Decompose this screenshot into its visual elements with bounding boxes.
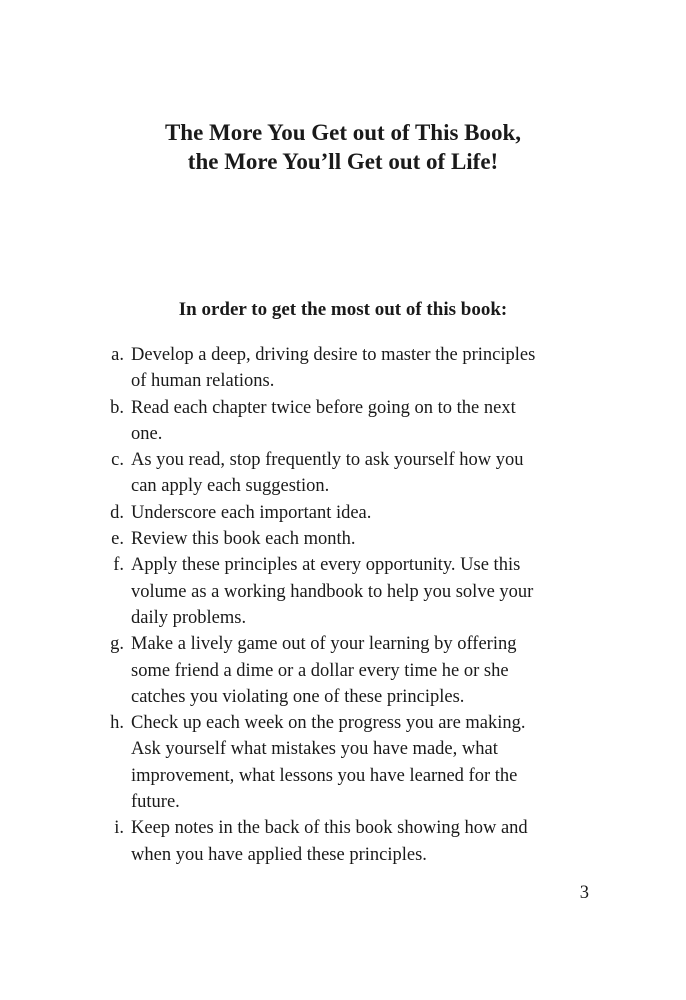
list-item — [94, 395, 564, 448]
list-item — [94, 500, 564, 526]
list-item-marker: d. — [110, 502, 124, 523]
list-item — [94, 342, 564, 395]
list-item-text-line: Review this book each month. — [131, 529, 356, 550]
list-item-text-line: can apply each suggestion. — [131, 476, 330, 497]
list-item-text-line: improvement, what lessons you have learned for the — [131, 765, 518, 786]
list-item — [94, 552, 564, 631]
list-item-marker: h. — [110, 713, 124, 734]
list-item-text-line: Check up each week on the progress you are making. — [131, 713, 526, 734]
list-item-text-line: Read each chapter twice before going on to the next — [131, 397, 516, 418]
list-item-marker: f. — [113, 555, 124, 576]
list-item-text-line: Make a lively game out of your learning by offering — [131, 634, 517, 655]
list-item-text-line: Apply these principles at every opportunity. Use this — [131, 555, 521, 576]
tips-list — [94, 342, 564, 868]
list-item-text-line: future. — [131, 792, 180, 813]
list-item-marker: e. — [111, 529, 124, 550]
list-item-text-line: one. — [131, 423, 163, 444]
list-item-marker: i. — [114, 818, 124, 839]
page-title-line-2: the More You’ll Get out of Life! — [187, 149, 499, 174]
page-number: 3 — [579, 883, 589, 903]
list-item-text-line: Keep notes in the back of this book showing how and — [131, 818, 528, 839]
list-item-text-line: As you read, stop frequently to ask yourself how you — [131, 450, 524, 471]
page-title-line-1: The More You Get out of This Book, — [164, 120, 522, 145]
list-item-text-line: some friend a dime or a dollar every time he or she — [131, 660, 509, 681]
list-item-marker: c. — [111, 450, 124, 471]
list-item — [94, 710, 564, 815]
list-item — [94, 631, 564, 710]
list-item-text-line: Develop a deep, driving desire to master the principles — [131, 345, 536, 365]
list-item-marker: g. — [110, 634, 124, 655]
section-subheading: In order to get the most out of this book: — [178, 299, 508, 320]
list-item — [94, 526, 564, 552]
list-item-marker: a. — [111, 345, 124, 365]
list-item-text-line: daily problems. — [131, 607, 247, 628]
list-item-text-line: volume as a working handbook to help you solve your — [131, 581, 534, 602]
list-item-text-line: Underscore each important idea. — [131, 502, 372, 523]
list-item-text-line: Ask yourself what mistakes you have made, what — [131, 739, 498, 760]
list-item — [94, 815, 564, 868]
list-item-text-line: catches you violating one of these principles. — [131, 686, 465, 707]
list-item-marker: b. — [110, 397, 124, 418]
list-item — [94, 447, 564, 500]
list-item-text-line: when you have applied these principles. — [131, 844, 427, 865]
list-item-text-line: of human relations. — [131, 371, 275, 392]
